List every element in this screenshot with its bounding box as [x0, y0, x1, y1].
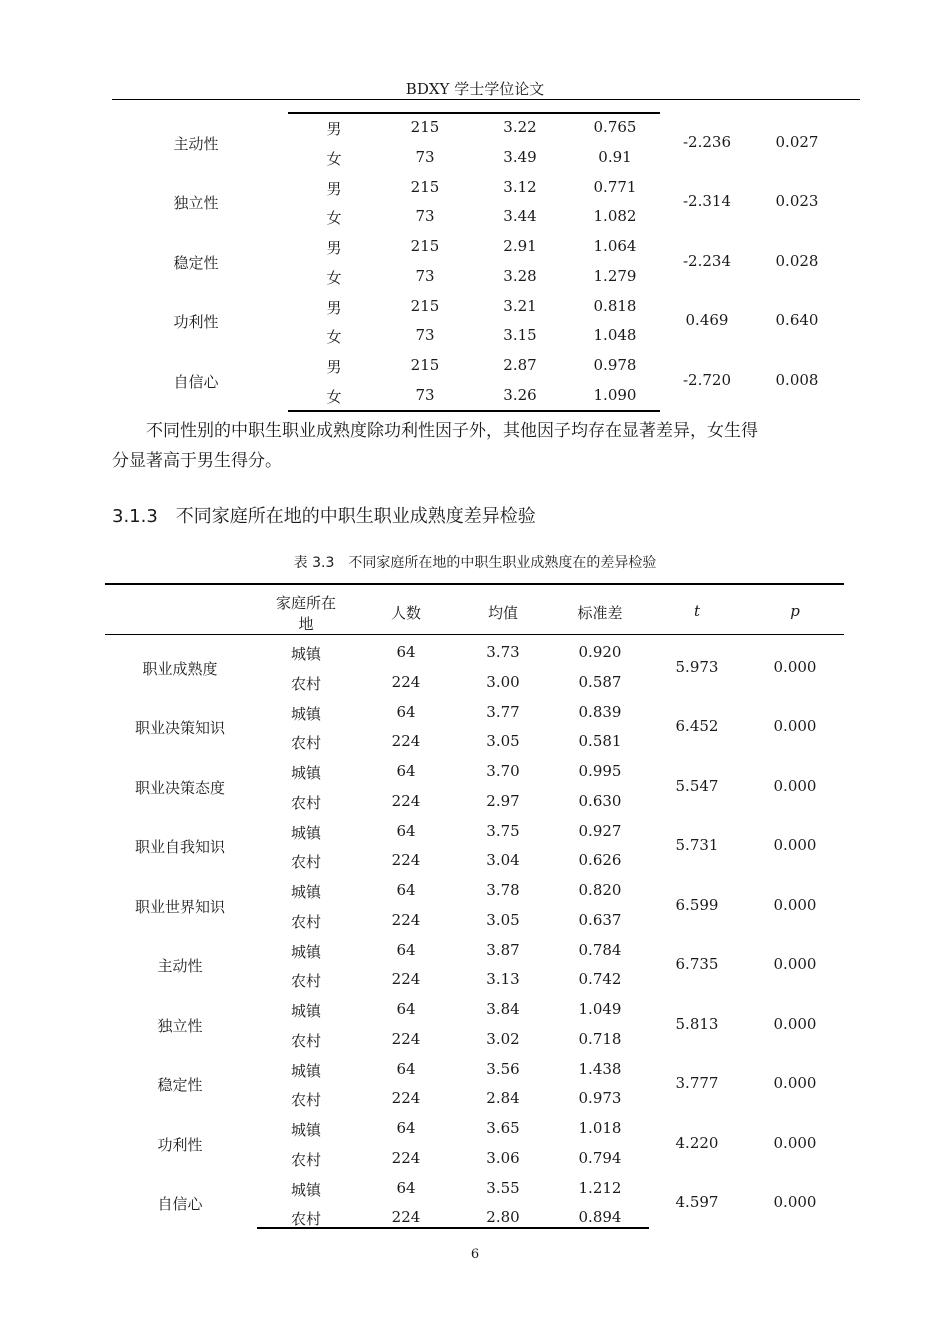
- group-label: 城镇: [290, 942, 321, 961]
- mean-cell: 3.56: [486, 1059, 520, 1078]
- mean-cell: 2.87: [503, 356, 537, 374]
- mean-cell: 3.02: [486, 1029, 520, 1048]
- count-cell: 215: [410, 177, 440, 196]
- group-label: 农村: [290, 1091, 321, 1110]
- p-value: 0.000: [773, 1133, 817, 1152]
- group-label: 农村: [290, 734, 321, 753]
- mean-cell: 3.12: [503, 177, 537, 196]
- count-cell: 224: [391, 1089, 421, 1108]
- mean-cell: 3.84: [486, 1000, 520, 1018]
- count-cell: 73: [415, 147, 435, 166]
- factor-label: 稳定性: [173, 253, 219, 272]
- p-value: 0.640: [775, 311, 819, 330]
- factor-label: 功利性: [173, 313, 219, 332]
- mean-cell: 3.44: [503, 207, 537, 226]
- sd-cell: 0.626: [578, 851, 622, 870]
- t-value: 5.813: [675, 1014, 719, 1033]
- sd-cell: 0.784: [578, 940, 622, 959]
- p-value: 0.000: [773, 1193, 817, 1212]
- factor-label: 职业决策态度: [134, 778, 225, 797]
- sd-cell: 1.438: [578, 1059, 622, 1078]
- sd-cell: 0.920: [578, 643, 622, 661]
- p-value: 0.000: [773, 955, 817, 974]
- mean-cell: 3.55: [486, 1178, 520, 1197]
- sd-cell: 1.048: [593, 326, 637, 345]
- t-value: 4.597: [675, 1193, 719, 1212]
- count-cell: 64: [396, 881, 416, 899]
- sd-cell: 0.927: [578, 821, 622, 840]
- p-value: 0.023: [775, 192, 819, 211]
- sd-cell: 1.279: [593, 266, 637, 285]
- group-label: 女: [326, 328, 342, 347]
- group-label: 男: [326, 179, 342, 198]
- mean-cell: 3.00: [486, 672, 520, 691]
- group-label: 男: [326, 358, 342, 376]
- mean-cell: 3.77: [486, 702, 520, 721]
- sd-cell: 0.771: [593, 177, 637, 196]
- sd-cell: 1.064: [593, 237, 637, 255]
- group-label: 城镇: [290, 1121, 321, 1139]
- factor-label: 主动性: [157, 957, 203, 976]
- count-cell: 224: [391, 970, 421, 989]
- group-label: 农村: [290, 674, 321, 693]
- mean-cell: 3.15: [503, 326, 537, 345]
- count-cell: 215: [410, 356, 440, 374]
- count-cell: 224: [391, 1148, 421, 1167]
- group-label: 城镇: [290, 764, 321, 782]
- count-cell: 224: [391, 1029, 421, 1048]
- mean-cell: 2.91: [503, 237, 537, 255]
- factor-label: 功利性: [157, 1135, 203, 1154]
- mean-cell: 3.06: [486, 1148, 520, 1167]
- section-heading: 3.1.3 不同家庭所在地的中职生职业成熟度差异检验: [112, 506, 536, 527]
- mean-cell: 3.26: [503, 385, 537, 404]
- table-header-rule: [105, 634, 844, 635]
- t-value: 5.547: [675, 776, 719, 795]
- header-location: 家庭所在 地: [276, 594, 337, 633]
- factor-label: 自信心: [173, 372, 219, 391]
- p-value: 0.008: [775, 370, 819, 389]
- factor-label: 自信心: [157, 1195, 203, 1214]
- factor-label: 职业成熟度: [142, 659, 218, 678]
- group-label: 农村: [290, 912, 321, 931]
- count-cell: 224: [391, 851, 421, 870]
- mean-cell: 3.49: [503, 147, 537, 166]
- count-cell: 215: [410, 118, 440, 136]
- header-sd: 标准差: [577, 604, 623, 622]
- sd-cell: 0.637: [578, 910, 622, 929]
- factor-label: 稳定性: [157, 1076, 203, 1095]
- group-label: 女: [326, 387, 342, 406]
- table-caption: 表 3.3 不同家庭所在地的中职生职业成熟度在的差异检验: [293, 555, 657, 571]
- count-cell: 224: [391, 732, 421, 751]
- group-label: 男: [326, 239, 342, 257]
- factor-label: 职业自我知识: [134, 838, 225, 857]
- count-cell: 224: [391, 672, 421, 691]
- t-value: -2.236: [682, 132, 731, 151]
- count-cell: 64: [396, 1178, 416, 1197]
- count-cell: 64: [396, 1000, 416, 1018]
- group-label: 农村: [290, 1210, 321, 1229]
- count-cell: 64: [396, 762, 416, 780]
- sd-cell: 0.978: [593, 356, 637, 374]
- t-value: 5.731: [675, 836, 719, 855]
- sd-cell: 0.587: [578, 672, 622, 691]
- group-label: 农村: [290, 972, 321, 991]
- t-value: 6.599: [675, 895, 719, 914]
- mean-cell: 3.21: [503, 296, 537, 315]
- count-cell: 73: [415, 326, 435, 345]
- count-cell: 64: [396, 940, 416, 959]
- t-value: -2.234: [682, 251, 731, 270]
- table-top-rule: [105, 583, 844, 585]
- count-cell: 73: [415, 266, 435, 285]
- sd-cell: 0.794: [578, 1148, 622, 1167]
- p-value: 0.028: [775, 251, 819, 270]
- p-value: 0.000: [773, 1074, 817, 1093]
- t-value: 0.469: [685, 311, 729, 330]
- sd-cell: 1.212: [578, 1178, 622, 1197]
- mean-cell: 3.75: [486, 821, 520, 840]
- mean-cell: 3.73: [486, 643, 520, 661]
- p-value: 0.000: [773, 895, 817, 914]
- count-cell: 73: [415, 385, 435, 404]
- sd-cell: 1.049: [578, 1000, 622, 1018]
- t-value: 3.777: [675, 1074, 719, 1093]
- factor-label: 主动性: [173, 134, 219, 153]
- mean-cell: 3.13: [486, 970, 520, 989]
- mean-cell: 3.28: [503, 266, 537, 285]
- sd-cell: 0.718: [578, 1029, 622, 1048]
- p-value: 0.000: [773, 1014, 817, 1033]
- sd-cell: 0.894: [578, 1208, 622, 1227]
- mean-cell: 3.78: [486, 881, 520, 899]
- sd-cell: 0.973: [578, 1089, 622, 1108]
- p-value: 0.027: [775, 132, 819, 151]
- sd-cell: 0.820: [578, 881, 622, 899]
- header-mean: 均值: [487, 604, 518, 622]
- count-cell: 64: [396, 1119, 416, 1137]
- group-label: 女: [326, 209, 342, 228]
- count-cell: 224: [391, 1208, 421, 1227]
- group-label: 农村: [290, 853, 321, 872]
- group-label: 女: [326, 268, 342, 287]
- count-cell: 215: [410, 296, 440, 315]
- factor-label: 独立性: [157, 1016, 203, 1035]
- sd-cell: 0.839: [578, 702, 622, 721]
- count-cell: 64: [396, 702, 416, 721]
- sd-cell: 0.995: [578, 762, 622, 780]
- factor-label: 职业决策知识: [134, 719, 225, 738]
- group-label: 城镇: [290, 645, 321, 663]
- header-count: 人数: [390, 604, 421, 622]
- group-label: 城镇: [290, 1061, 321, 1080]
- t-value: 6.452: [675, 717, 719, 736]
- page-header: BDXY 学士学位论文: [405, 80, 545, 98]
- paragraph-line: 分显著高于男生得分。: [112, 451, 282, 471]
- mean-cell: 3.04: [486, 851, 520, 870]
- sd-cell: 0.742: [578, 970, 622, 989]
- p-value: 0.000: [773, 717, 817, 736]
- sd-cell: 0.91: [598, 147, 632, 166]
- t-value: -2.314: [682, 192, 731, 211]
- mean-cell: 2.80: [486, 1208, 520, 1227]
- mean-cell: 3.05: [486, 910, 520, 929]
- group-label: 城镇: [290, 704, 321, 723]
- group-label: 农村: [290, 1150, 321, 1169]
- sd-cell: 0.818: [593, 296, 637, 315]
- sd-cell: 0.765: [593, 118, 637, 136]
- count-cell: 64: [396, 643, 416, 661]
- group-label: 农村: [290, 1031, 321, 1050]
- sd-cell: 0.581: [578, 732, 622, 751]
- mean-cell: 3.22: [503, 118, 537, 136]
- page-number: 6: [470, 1247, 480, 1262]
- count-cell: 73: [415, 207, 435, 226]
- group-label: 城镇: [290, 1002, 321, 1020]
- mean-cell: 3.65: [486, 1119, 520, 1137]
- mean-cell: 2.97: [486, 791, 520, 810]
- group-label: 城镇: [290, 823, 321, 842]
- mean-cell: 2.84: [486, 1089, 520, 1108]
- group-label: 男: [326, 120, 342, 138]
- group-label: 农村: [290, 793, 321, 812]
- sd-cell: 1.090: [593, 385, 637, 404]
- p-value: 0.000: [773, 836, 817, 855]
- count-cell: 224: [391, 791, 421, 810]
- mean-cell: 3.05: [486, 732, 520, 751]
- group-label: 城镇: [290, 1180, 321, 1199]
- count-cell: 224: [391, 910, 421, 929]
- mean-cell: 3.87: [486, 940, 520, 959]
- group-label: 城镇: [290, 883, 321, 901]
- group-label: 女: [326, 149, 342, 168]
- p-value: 0.000: [773, 776, 817, 795]
- mean-cell: 3.70: [486, 762, 520, 780]
- header-t: t: [693, 602, 701, 620]
- t-value: 4.220: [675, 1133, 719, 1152]
- factor-label: 独立性: [173, 194, 219, 213]
- p-value: 0.000: [773, 657, 817, 676]
- t-value: -2.720: [682, 370, 731, 389]
- factor-label: 职业世界知识: [134, 897, 225, 916]
- group-label: 男: [326, 298, 342, 317]
- sd-cell: 0.630: [578, 791, 622, 810]
- sd-cell: 1.082: [593, 207, 637, 226]
- t-value: 5.973: [675, 657, 719, 676]
- t-value: 6.735: [675, 955, 719, 974]
- sd-cell: 1.018: [578, 1119, 622, 1137]
- header-p: p: [790, 602, 800, 620]
- count-cell: 215: [410, 237, 440, 255]
- count-cell: 64: [396, 821, 416, 840]
- count-cell: 64: [396, 1059, 416, 1078]
- paragraph-line: 不同性别的中职生职业成熟度除功利性因子外，其他因子均存在显著差异，女生得: [146, 421, 758, 441]
